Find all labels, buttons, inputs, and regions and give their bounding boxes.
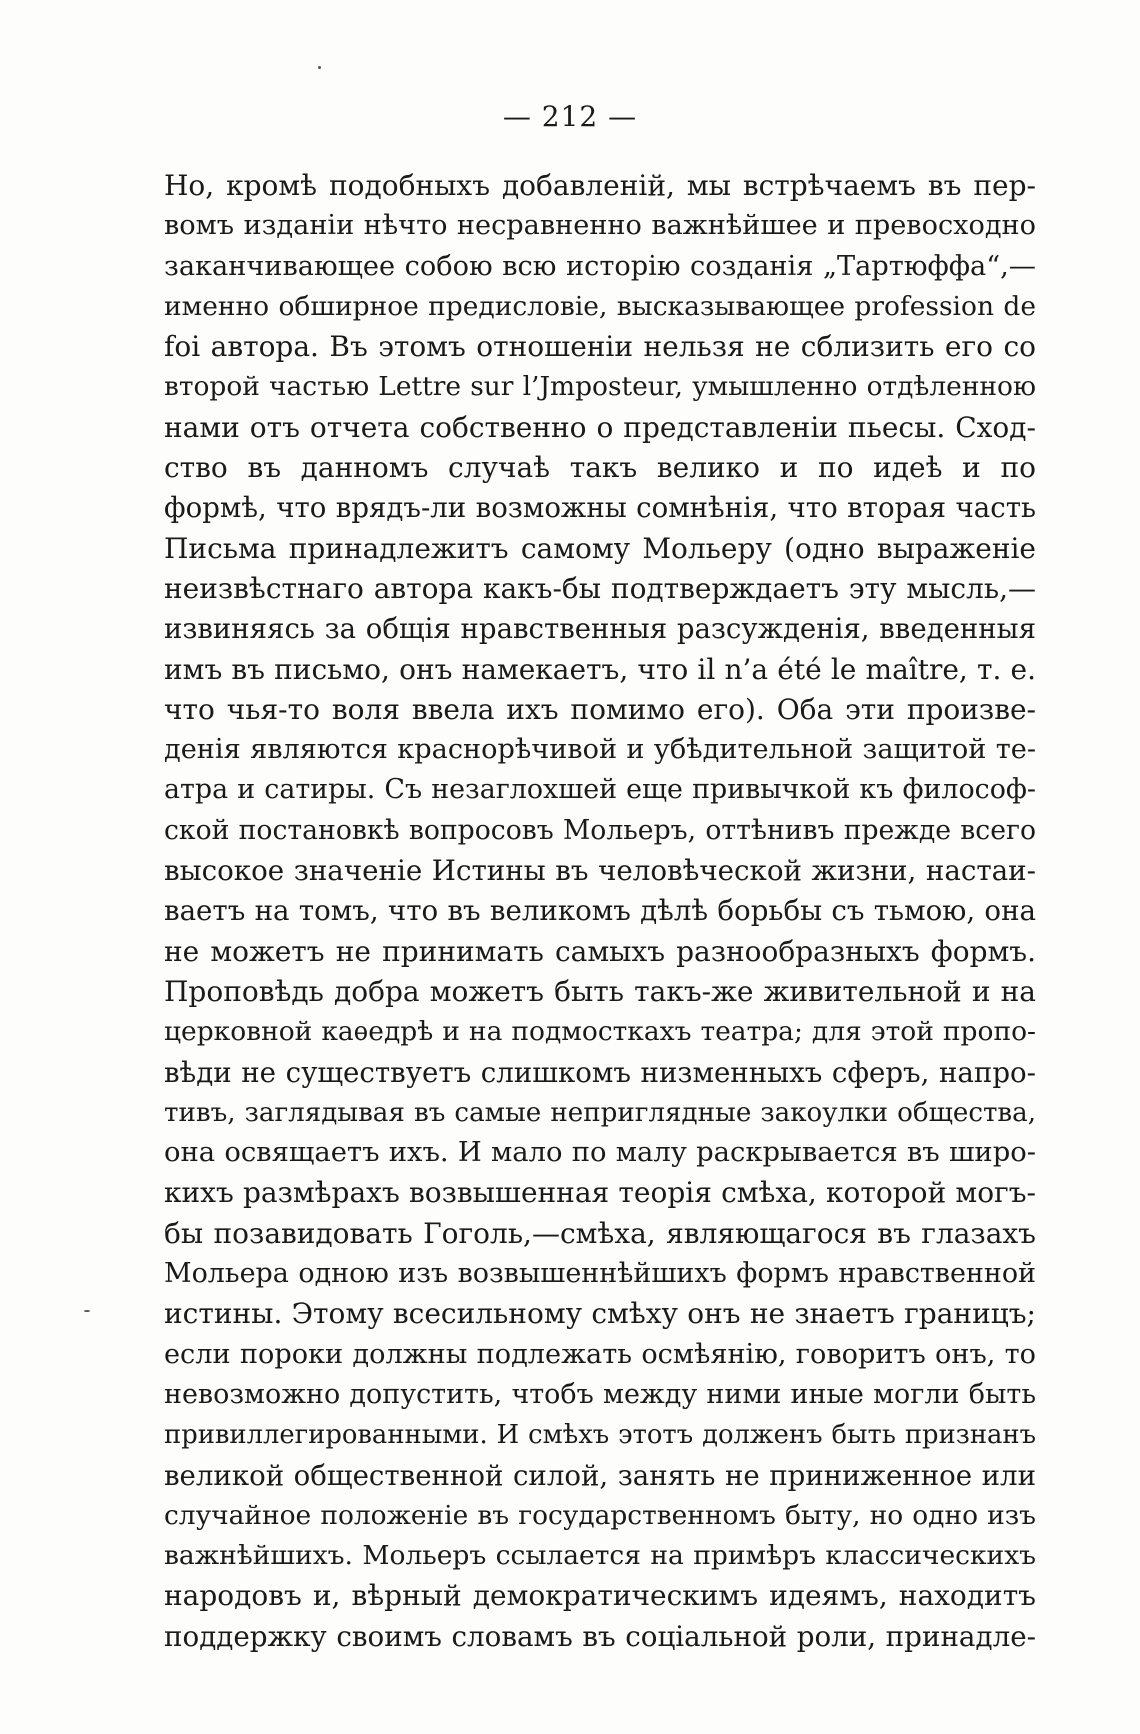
text-line: что чья-то воля ввела ихъ помимо его). Оба эти произве- xyxy=(164,692,1036,726)
text-line: извиняясь за общія нравственныя разсужденія, введенныя xyxy=(164,612,1036,646)
text-line: кихъ размѣрахъ возвышенная теорія смѣха, которой могъ- xyxy=(164,1176,1036,1210)
scan-speck xyxy=(84,1310,90,1312)
text-line: Проповѣдь добра можетъ быть такъ-же живительной и на xyxy=(164,974,1036,1008)
text-line: именно обширное предисловіе, высказывающее profession de xyxy=(164,290,1036,322)
text-line: ской постановкѣ вопросовъ Мольеръ, оттѣнивъ прежде всего xyxy=(164,814,1036,846)
text-line: заканчивающее собою всю исторію созданія „Тартюффа“,— xyxy=(164,250,1036,282)
text-line: высокое значеніе Истины въ человѣческой жизни, настаи- xyxy=(164,854,1036,888)
text-line: второй частью Lettre sur l’Jmposteur, умышленно отдѣленною xyxy=(164,371,1036,403)
scan-speck xyxy=(318,66,321,69)
text-line: церковной каѳедрѣ и на подмосткахъ театра; для этой пропо- xyxy=(164,1016,1036,1048)
text-line: формѣ, что врядъ-ли возможны сомнѣнія, что вторая часть xyxy=(164,491,1036,525)
text-line: ваетъ на томъ, что въ великомъ дѣлѣ борьбы съ тьмою, она xyxy=(164,894,1036,928)
text-line: народовъ и, вѣрный демократическимъ идеямъ, находитъ xyxy=(164,1579,1036,1613)
text-line: она освящаетъ ихъ. И мало по малу раскрывается въ широ- xyxy=(164,1137,1036,1169)
text-line: привиллегированными. И смѣхъ этотъ долженъ быть признанъ xyxy=(164,1420,1036,1451)
text-line: вѣди не существуетъ слишкомъ низменныхъ сферъ, напро- xyxy=(164,1055,1036,1089)
text-line: атра и сатиры. Съ незаглохшей еще привычкой къ философ- xyxy=(164,774,1036,806)
text-line: неизвѣстнаго автора какъ-бы подтверждаетъ эту мысль,— xyxy=(164,571,1036,605)
page-number: — 212 — xyxy=(502,100,638,133)
text-line: великой общественной силой, занять не приниженное или xyxy=(164,1458,1036,1492)
text-line: нами отъ отчета собственно о представленіи пьесы. Сход- xyxy=(164,410,1036,444)
text-line: невозможно допустить, чтобъ между ними иные могли быть xyxy=(164,1378,1036,1410)
text-line: если пороки должны подлежать осмѣянію, говоритъ онъ, то xyxy=(164,1338,1036,1370)
text-line: денія являются краснорѣчивой и убѣдительной защитой те- xyxy=(164,734,1036,766)
text-line: тивъ, заглядывая въ самые неприглядные закоулки общества, xyxy=(164,1097,1036,1128)
text-line: случайное положеніе въ государственномъ быту, но одно изъ xyxy=(164,1499,1036,1531)
text-line: Мольера одною изъ возвышеннѣйшихъ формъ нравственной xyxy=(164,1258,1036,1290)
body-text xyxy=(164,166,1036,1657)
text-line: не можетъ не принимать самыхъ разнообразныхъ формъ. xyxy=(164,934,1036,968)
text-line: бы позавидовать Гоголь,—смѣха, являющагося въ глазахъ xyxy=(164,1216,1036,1250)
text-line: поддержку своимъ словамъ въ соціальной роли, принадле- xyxy=(164,1619,1036,1653)
text-line: вомъ изданіи нѣчто несравненно важнѣйшее и превосходно xyxy=(164,210,1036,242)
text-line: важнѣйшихъ. Мольеръ ссылается на примѣръ классическихъ xyxy=(164,1540,1036,1572)
text-line: истины. Этому всесильному смѣху онъ не знаетъ границъ; xyxy=(164,1297,1036,1331)
text-line: Письма принадлежитъ самому Мольеру (одно выраженіе xyxy=(164,531,1036,565)
text-line: ство въ данномъ случаѣ такъ велико и по идеѣ и по xyxy=(164,451,1036,485)
text-line: foi автора. Въ этомъ отношеніи нельзя не сблизить его со xyxy=(164,330,1036,364)
text-line: Но, кромѣ подобныхъ добавленій, мы встрѣчаемъ въ пер- xyxy=(164,169,1036,202)
text-line: имъ въ письмо, онъ намекаетъ, что il n’a été le maître, т. е. xyxy=(164,652,1036,686)
